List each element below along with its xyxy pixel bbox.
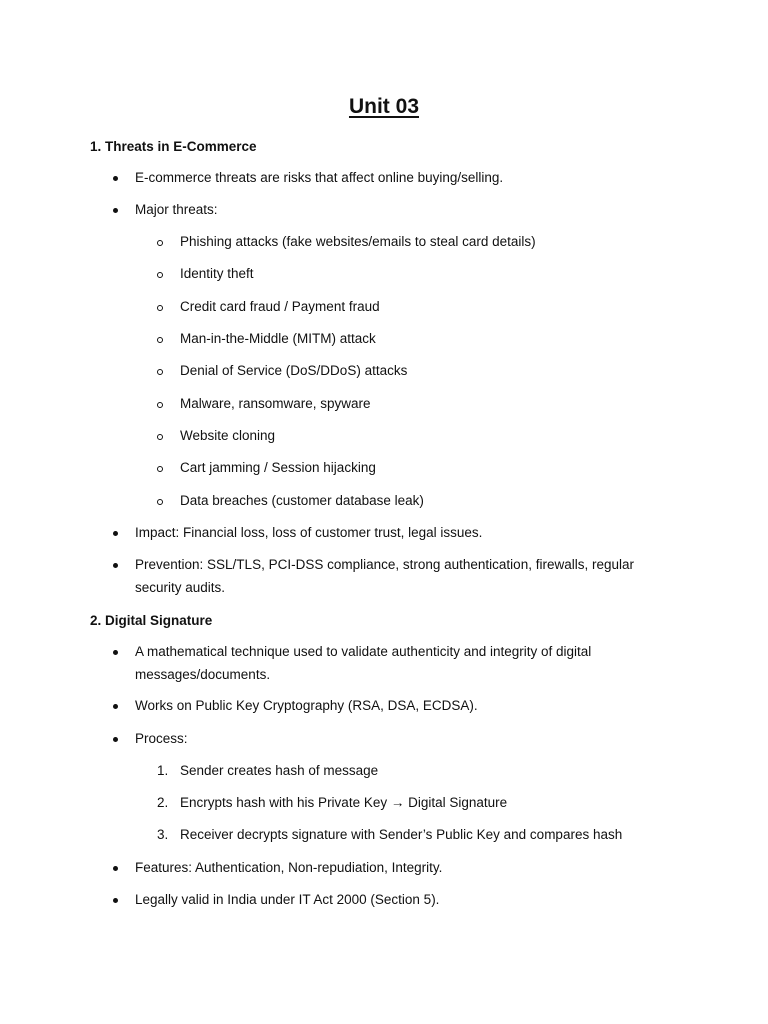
list-item — [135, 167, 655, 190]
sub-list-item — [180, 457, 680, 480]
list-item — [135, 554, 655, 599]
list-item-text: Features: Authentication, Non-repudiation, Integrity. — [135, 860, 443, 875]
bullet-icon — [113, 563, 118, 568]
sub-list-item — [180, 296, 680, 319]
bullet-icon — [113, 531, 118, 536]
numbered-list-item — [157, 760, 680, 783]
bullet-icon — [113, 898, 118, 903]
section-heading-threats: 1. Threats in E-Commerce — [90, 139, 257, 154]
list-item-text: Works on Public Key Cryptography (RSA, DSA, ECDSA). — [135, 698, 478, 713]
list-item-text: E-commerce threats are risks that affect online buying/selling. — [135, 170, 504, 185]
hollow-bullet-icon — [157, 337, 163, 343]
sub-list-item — [180, 393, 680, 416]
document-title: Unit 03 — [348, 95, 419, 118]
sub-list-item-text: Phishing attacks (fake websites/emails to steal card details) — [180, 234, 536, 249]
list-item-text: Impact: Financial loss, loss of customer trust, legal issues. — [135, 525, 483, 540]
sub-list-item-text: Malware, ransomware, spyware — [180, 396, 371, 411]
numbered-list-item-text: Encrypts hash with his Private Key → Digital Signature — [180, 795, 508, 810]
list-item-text: Process: — [135, 731, 188, 746]
hollow-bullet-icon — [157, 369, 163, 375]
list-item — [135, 695, 655, 718]
sub-list-item-text: Identity theft — [180, 266, 254, 281]
bullet-icon — [113, 704, 118, 709]
hollow-bullet-icon — [157, 305, 163, 311]
list-item — [135, 199, 655, 222]
bullet-icon — [113, 866, 118, 871]
list-item — [135, 889, 655, 912]
hollow-bullet-icon — [157, 499, 163, 505]
step-number: 3. — [157, 827, 169, 842]
sub-list-item — [180, 425, 680, 448]
bullet-icon — [113, 208, 118, 213]
list-item — [135, 728, 655, 751]
list-item — [135, 522, 655, 545]
bullet-icon — [113, 650, 118, 655]
hollow-bullet-icon — [157, 466, 163, 472]
list-item-text: Prevention: SSL/TLS, PCI-DSS compliance, strong authentication, firewalls, regular security audits. — [135, 557, 634, 595]
sub-list-item-text: Data breaches (customer database leak) — [180, 493, 424, 508]
hollow-bullet-icon — [157, 240, 163, 246]
sub-list-item — [180, 231, 680, 254]
sub-list-item-text: Cart jamming / Session hijacking — [180, 460, 376, 475]
step-number: 1. — [157, 763, 169, 778]
numbered-list-item-text: Receiver decrypts signature with Sender’s Public Key and compares hash — [180, 827, 623, 842]
sub-list-item-text: Credit card fraud / Payment fraud — [180, 299, 380, 314]
list-item-text: A mathematical technique used to validate authenticity and integrity of digital messages/documents. — [135, 644, 592, 682]
step-number: 2. — [157, 795, 169, 810]
section-heading-digital-signature: 2. Digital Signature — [90, 613, 213, 628]
sub-list-item — [180, 263, 680, 286]
hollow-bullet-icon — [157, 272, 163, 278]
sub-list-item — [180, 328, 680, 351]
sub-list-item — [180, 490, 680, 513]
bullet-icon — [113, 176, 118, 181]
list-item-text: Major threats: — [135, 202, 218, 217]
bullet-icon — [113, 737, 118, 742]
list-item — [135, 641, 655, 686]
hollow-bullet-icon — [157, 402, 163, 408]
list-item — [135, 857, 655, 880]
sub-list-item-text: Man-in-the-Middle (MITM) attack — [180, 331, 376, 346]
numbered-list-item — [157, 824, 680, 847]
hollow-bullet-icon — [157, 434, 163, 440]
list-item-text: Legally valid in India under IT Act 2000 (Section 5). — [135, 892, 440, 907]
numbered-list-item — [157, 792, 680, 815]
sub-list-item — [180, 360, 680, 383]
numbered-list-item-text: Sender creates hash of message — [180, 763, 379, 778]
sub-list-item-text: Denial of Service (DoS/DDoS) attacks — [180, 363, 408, 378]
sub-list-item-text: Website cloning — [180, 428, 276, 443]
